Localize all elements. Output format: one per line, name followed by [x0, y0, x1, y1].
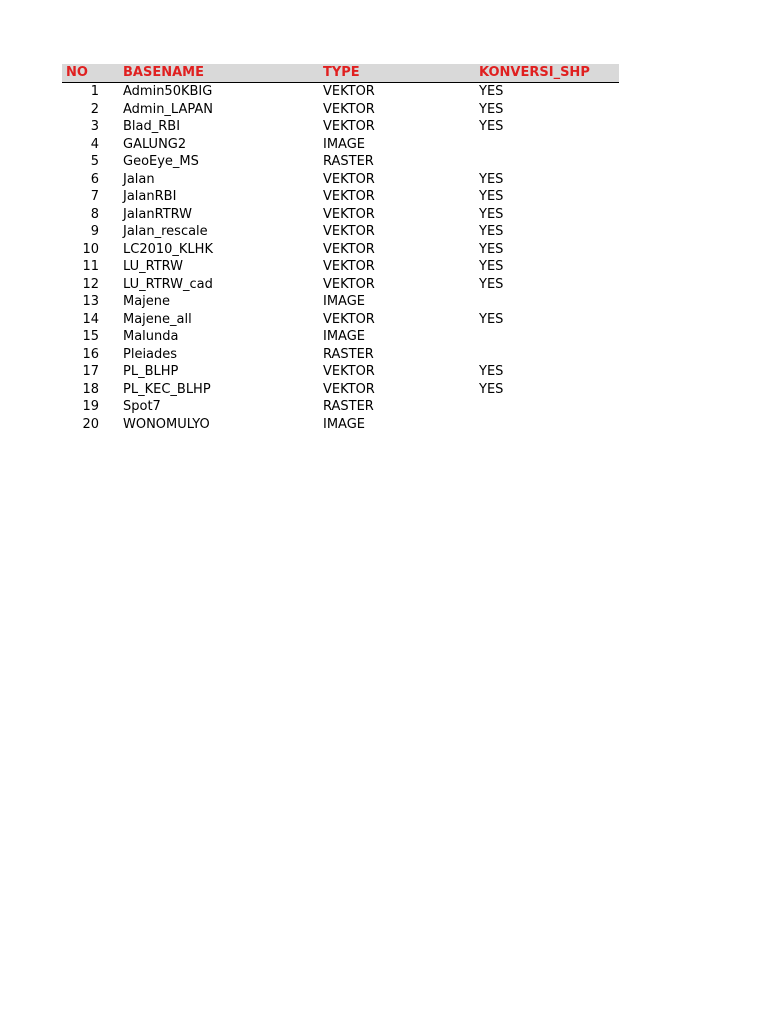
spreadsheet-page: [62, 64, 619, 433]
cell-no: 11: [82, 259, 99, 274]
cell-konversi-shp: [464, 136, 619, 154]
cell-no: 18: [82, 381, 99, 397]
column-header-basename: BASENAME: [106, 64, 313, 83]
cell-no: 2: [90, 101, 99, 117]
cell-no: 13: [82, 294, 99, 309]
cell-basename: LU_RTRW_cad: [123, 276, 213, 292]
cell-no: 1: [90, 84, 99, 99]
table-row: [62, 136, 619, 154]
cell-no: 9: [90, 224, 99, 239]
cell-no: 10: [82, 241, 99, 257]
cell-no: 3: [90, 119, 99, 134]
cell-basename: Pleiades: [123, 346, 178, 362]
cell-konversi-shp: YES: [479, 206, 504, 222]
cell-basename: Majene: [123, 294, 171, 309]
cell-konversi-shp: [464, 293, 619, 311]
cell-basename: Admin_LAPAN: [123, 101, 213, 117]
cell-type: VEKTOR: [323, 259, 375, 274]
cell-basename: Majene_all: [123, 311, 192, 327]
cell-konversi-shp: [464, 416, 619, 434]
cell-type: RASTER: [323, 346, 374, 362]
cell-no: 7: [90, 189, 99, 204]
table-row: [62, 328, 619, 346]
cell-type: VEKTOR: [323, 224, 375, 239]
table-row: [62, 381, 619, 399]
cell-basename: Spot7: [123, 399, 161, 414]
cell-konversi-shp: YES: [479, 241, 504, 257]
cell-basename: PL_KEC_BLHP: [123, 381, 211, 397]
cell-basename: LU_RTRW: [123, 259, 183, 274]
cell-konversi-shp: YES: [479, 259, 504, 274]
cell-no: 19: [82, 399, 99, 414]
cell-type: VEKTOR: [323, 171, 375, 187]
table-row: [62, 346, 619, 364]
cell-basename: Admin50KBIG: [123, 84, 213, 99]
cell-type: VEKTOR: [323, 311, 375, 327]
cell-type: VEKTOR: [323, 206, 375, 222]
cell-type: VEKTOR: [323, 364, 375, 379]
cell-basename: Blad_RBI: [123, 119, 181, 134]
cell-konversi-shp: YES: [479, 364, 504, 379]
table-row: [62, 118, 619, 136]
cell-konversi-shp: YES: [479, 84, 504, 99]
cell-type: RASTER: [323, 399, 374, 414]
table-row: [62, 101, 619, 119]
table-row: [62, 311, 619, 329]
cell-type: VEKTOR: [323, 84, 375, 99]
cell-type: RASTER: [323, 154, 374, 169]
cell-basename: LC2010_KLHK: [123, 241, 213, 257]
cell-konversi-shp: YES: [479, 171, 504, 187]
cell-type: VEKTOR: [323, 381, 375, 397]
table-row: [62, 188, 619, 206]
table-row: [62, 363, 619, 381]
cell-type: IMAGE: [323, 136, 366, 152]
cell-basename: GeoEye_MS: [123, 154, 199, 169]
cell-basename: GALUNG2: [123, 136, 187, 152]
cell-konversi-shp: YES: [479, 101, 504, 117]
table-row: [62, 416, 619, 434]
table-row: [62, 153, 619, 171]
table-row: [62, 83, 619, 101]
table-row: [62, 258, 619, 276]
cell-basename: Jalan_rescale: [123, 224, 208, 239]
cell-no: 17: [82, 364, 99, 379]
cell-no: 6: [90, 171, 99, 187]
cell-no: 20: [82, 416, 99, 432]
cell-konversi-shp: YES: [479, 381, 504, 397]
table-row: [62, 206, 619, 224]
cell-no: 12: [82, 276, 99, 292]
cell-konversi-shp: YES: [479, 189, 504, 204]
table-row: [62, 223, 619, 241]
cell-no: 8: [90, 206, 99, 222]
cell-basename: Malunda: [123, 329, 179, 344]
cell-konversi-shp: YES: [479, 311, 504, 327]
cell-basename: WONOMULYO: [123, 416, 210, 432]
cell-type: VEKTOR: [323, 276, 375, 292]
cell-konversi-shp: YES: [479, 224, 504, 239]
cell-no: 16: [82, 346, 99, 362]
table-row: [62, 276, 619, 294]
cell-type: VEKTOR: [323, 119, 375, 134]
cell-no: 14: [82, 311, 99, 327]
table-row: [62, 171, 619, 189]
header-row: [62, 64, 619, 83]
cell-type: IMAGE: [323, 329, 366, 344]
data-table: [62, 64, 619, 433]
cell-konversi-shp: [464, 153, 619, 171]
cell-konversi-shp: [464, 346, 619, 364]
cell-type: IMAGE: [323, 416, 366, 432]
cell-konversi-shp: YES: [479, 119, 504, 134]
cell-konversi-shp: [464, 398, 619, 416]
cell-type: VEKTOR: [323, 241, 375, 257]
column-header-konversi-shp: KONVERSI_SHP: [464, 64, 619, 83]
table-row: [62, 398, 619, 416]
cell-type: IMAGE: [323, 294, 366, 309]
cell-no: 5: [90, 154, 99, 169]
cell-basename: JalanRBI: [123, 189, 177, 204]
cell-type: VEKTOR: [323, 101, 375, 117]
cell-no: 15: [82, 329, 99, 344]
column-header-no: NO: [62, 64, 106, 83]
cell-type: VEKTOR: [323, 189, 375, 204]
table-row: [62, 293, 619, 311]
cell-basename: Jalan: [123, 171, 155, 187]
cell-no: 4: [90, 136, 99, 152]
column-header-type: TYPE: [313, 64, 464, 83]
table-row: [62, 241, 619, 259]
cell-konversi-shp: YES: [479, 276, 504, 292]
table-body: [62, 83, 619, 434]
cell-basename: PL_BLHP: [123, 364, 179, 379]
cell-basename: JalanRTRW: [123, 206, 193, 222]
cell-konversi-shp: [464, 328, 619, 346]
